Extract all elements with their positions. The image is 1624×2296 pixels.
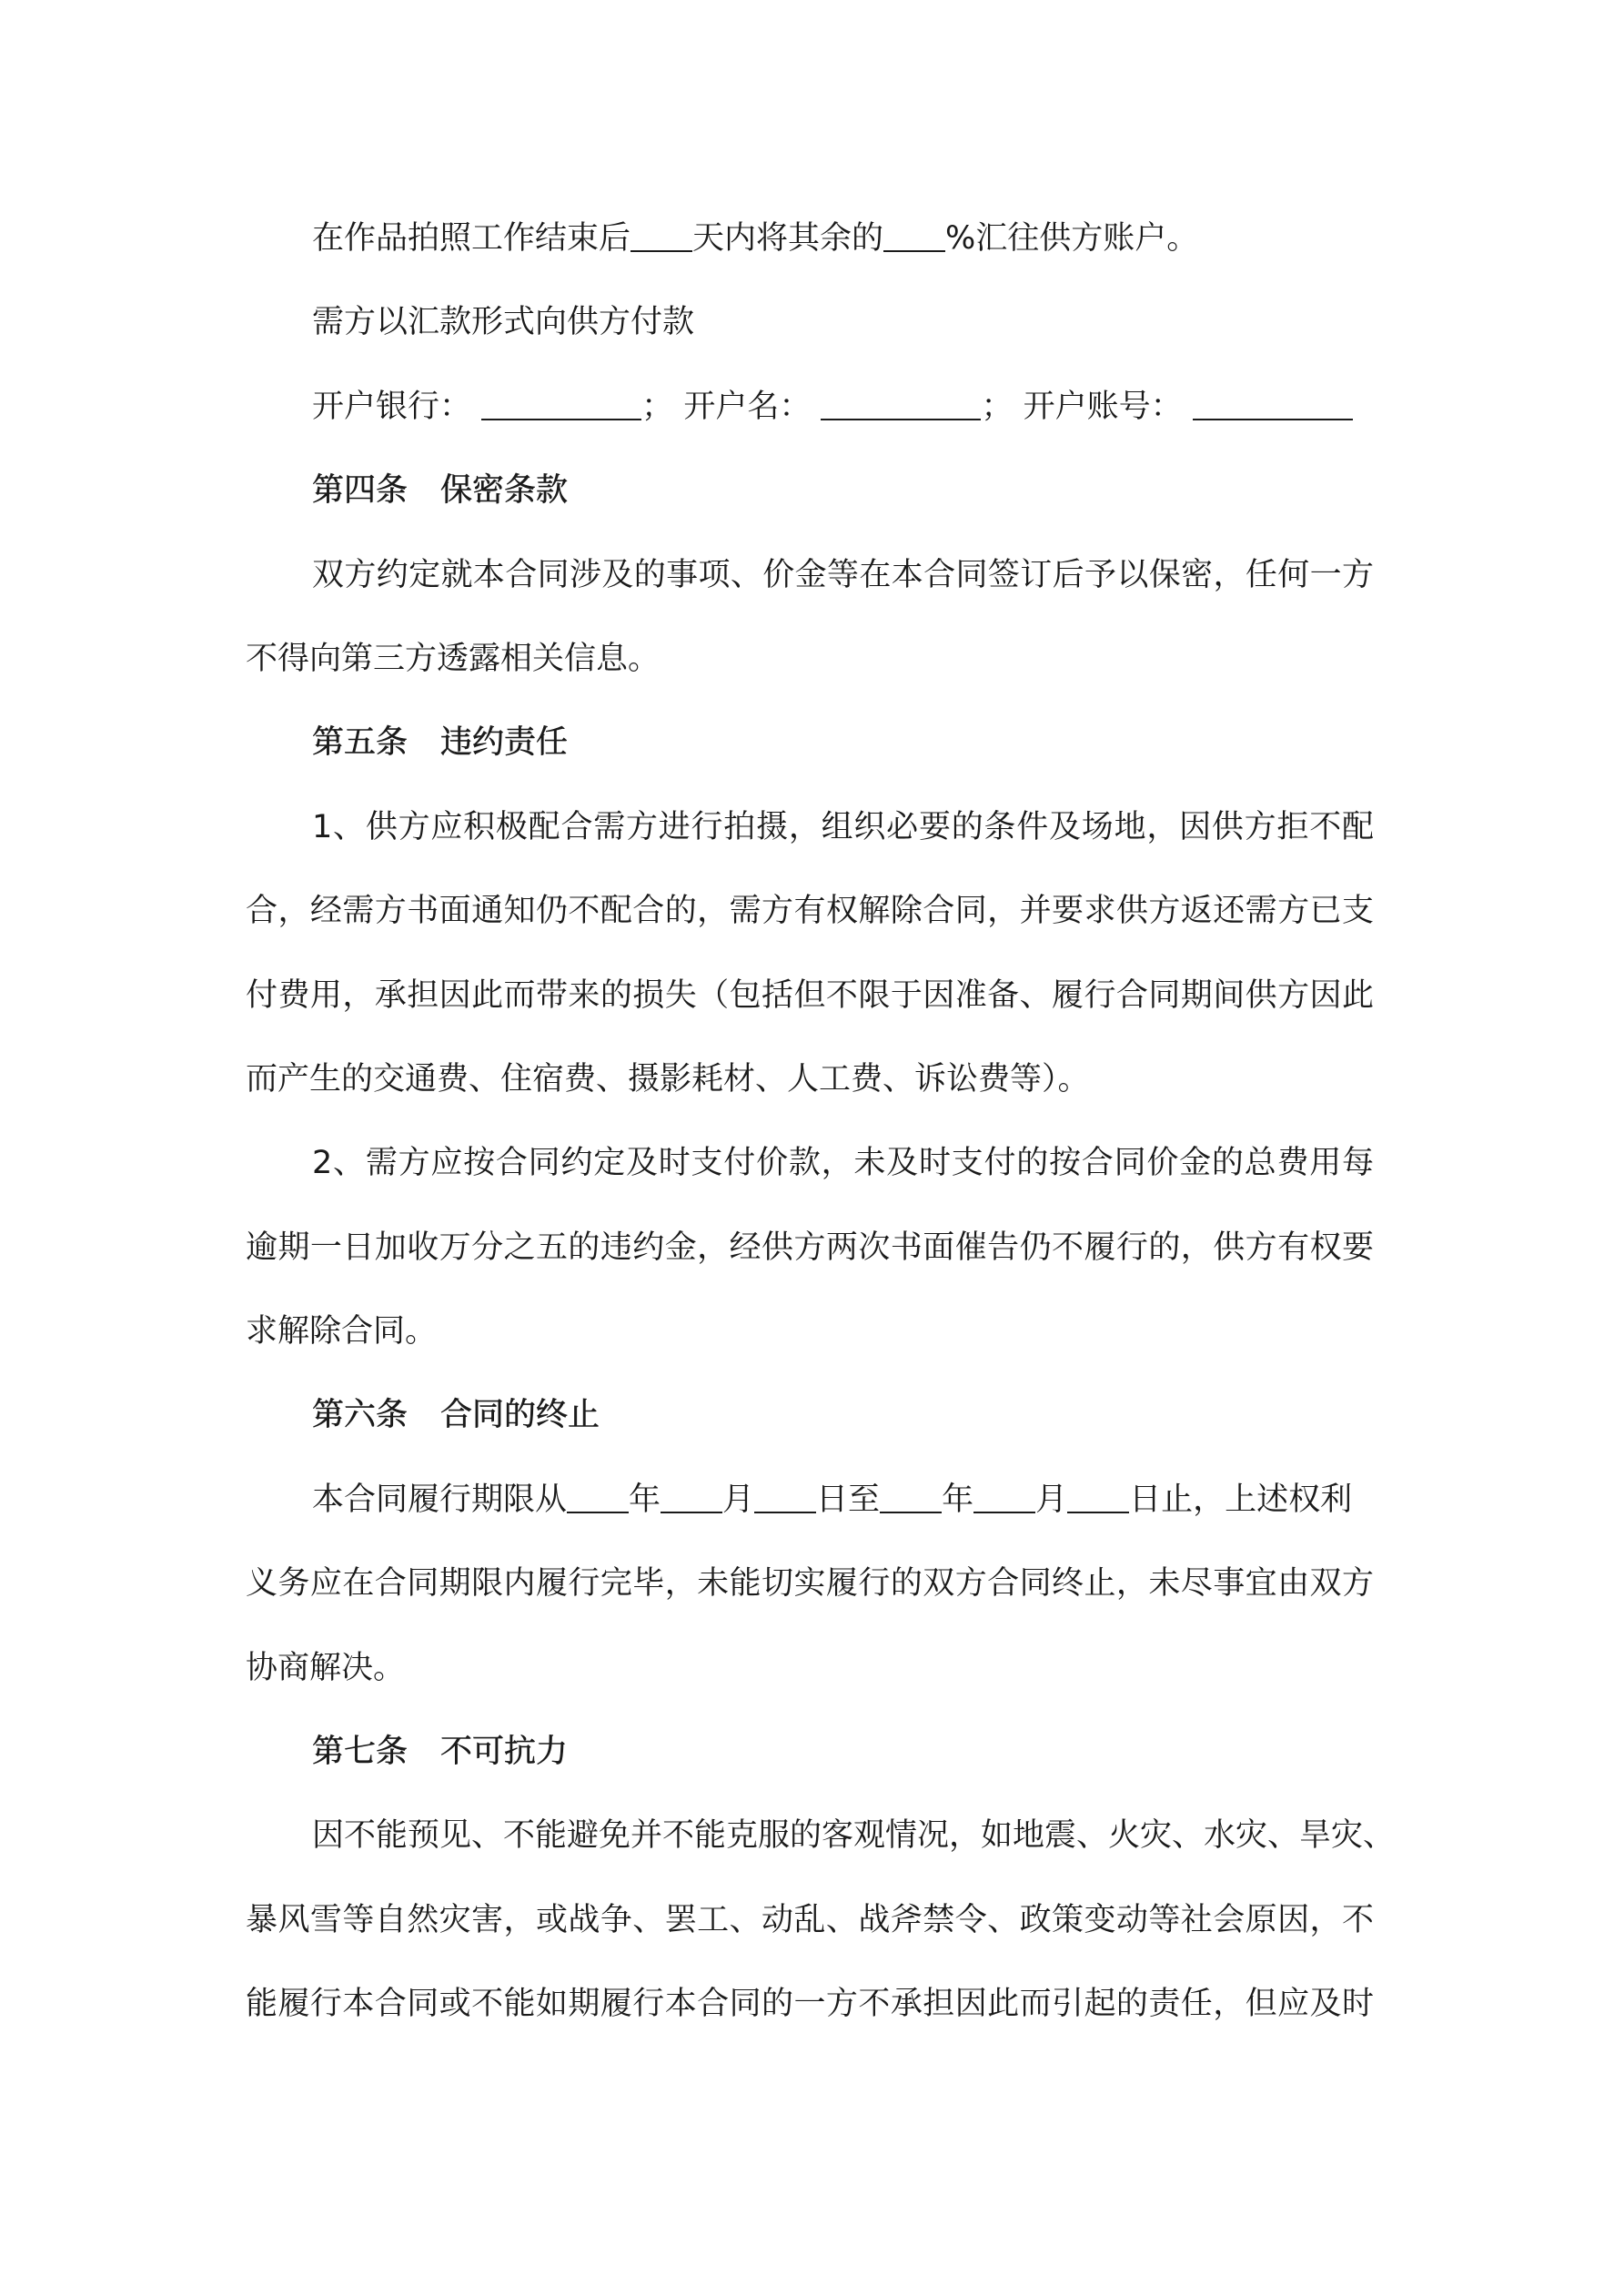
- separator: ；: [641, 388, 674, 425]
- article-5-clause-1-line: 1、供方应积极配合需方进行拍摄，组织必要的条件及场地，因供方拒不配: [312, 808, 1374, 845]
- article-number: 第六条: [312, 1397, 409, 1434]
- term-text: 日止，上述权利: [1129, 1481, 1353, 1518]
- article-5-heading: [246, 701, 1374, 784]
- article-number: 第五条: [312, 724, 409, 762]
- article-4-heading: [246, 449, 1374, 532]
- article-title: 违约责任: [440, 724, 569, 762]
- term-text: 本合同履行期限从: [312, 1481, 568, 1518]
- separator: ；: [981, 388, 1014, 425]
- article-7-line: 因不能预见、不能避免并不能克服的客观情况，如地震、火灾、水灾、旱灾、: [312, 1817, 1396, 1855]
- term-text: 月: [1035, 1481, 1068, 1518]
- end-year-blank: [880, 1484, 942, 1513]
- article-6-line: 协商解决。: [246, 1649, 406, 1686]
- article-6-term-line: [246, 1458, 1374, 1542]
- article-5-clause-2-line: 逾期一日加收万分之五的违约金，经供方两次书面催告仍不履行的，供方有权要: [246, 1229, 1374, 1266]
- days-blank: [630, 223, 692, 252]
- payment-text: 天内将其余的: [692, 220, 884, 257]
- term-text: 月: [722, 1481, 755, 1518]
- article-5-clause-2-line: 求解除合同。: [246, 1313, 438, 1350]
- document-page: [246, 197, 1396, 2047]
- account-name-label: 开户名：: [683, 388, 812, 425]
- article-title: 不可抗力: [440, 1734, 569, 1771]
- term-text: 日至: [816, 1481, 881, 1518]
- article-number: 第七条: [312, 1734, 409, 1771]
- article-5-clause-2-line: 2、需方应按合同约定及时支付价款，未及时支付的按合同价金的总费用每: [312, 1145, 1374, 1182]
- payment-remainder-line: [246, 197, 1374, 280]
- article-4-line: 双方约定就本合同涉及的事项、价金等在本合同签订后予以保密，任何一方: [312, 556, 1374, 593]
- account-number-blank: [1193, 391, 1353, 420]
- percent-blank: [883, 223, 945, 252]
- article-5-clause-1-line: 合，经需方书面通知仍不配合的，需方有权解除合同，并要求供方返还需方已支: [246, 893, 1374, 930]
- article-title: 保密条款: [440, 472, 569, 510]
- article-7-heading: [246, 1710, 1374, 1794]
- bank-info-line: [246, 365, 1374, 449]
- article-7-line: 暴风雪等自然灾害，或战争、罢工、动乱、战斧禁令、政策变动等社会原因，不: [246, 1901, 1374, 1938]
- article-7-line: 能履行本合同或不能如期履行本合同的一方不承担因此而引起的责任，但应及时: [246, 1986, 1374, 2023]
- bank-label: 开户银行：: [312, 388, 472, 425]
- end-month-blank: [973, 1484, 1035, 1513]
- payment-text: 在作品拍照工作结束后: [312, 220, 631, 257]
- bank-blank: [481, 391, 641, 420]
- term-text: 年: [629, 1481, 661, 1518]
- article-title: 合同的终止: [440, 1397, 600, 1434]
- account-number-label: 开户账号：: [1023, 388, 1183, 425]
- article-4-line: 不得向第三方透露相关信息。: [246, 640, 661, 677]
- end-day-blank: [1067, 1484, 1129, 1513]
- article-number: 第四条: [312, 472, 409, 510]
- article-6-heading: [246, 1373, 1374, 1457]
- article-5-clause-1-line: 而产生的交通费、住宿费、摄影耗材、人工费、诉讼费等）。: [246, 1060, 1090, 1097]
- term-text: 年: [942, 1481, 974, 1518]
- payment-method-line: 需方以汇款形式向供方付款: [312, 304, 695, 341]
- article-5-clause-1-line: 付费用，承担因此而带来的损失（包括但不限于因准备、履行合同期间供方因此: [246, 976, 1374, 1014]
- article-6-line: 义务应在合同期限内履行完毕，未能切实履行的双方合同终止，未尽事宜由双方: [246, 1565, 1374, 1603]
- start-month-blank: [661, 1484, 722, 1513]
- start-year-blank: [567, 1484, 629, 1513]
- account-name-blank: [821, 391, 981, 420]
- payment-text: %汇往供方账户。: [945, 220, 1199, 257]
- start-day-blank: [754, 1484, 816, 1513]
